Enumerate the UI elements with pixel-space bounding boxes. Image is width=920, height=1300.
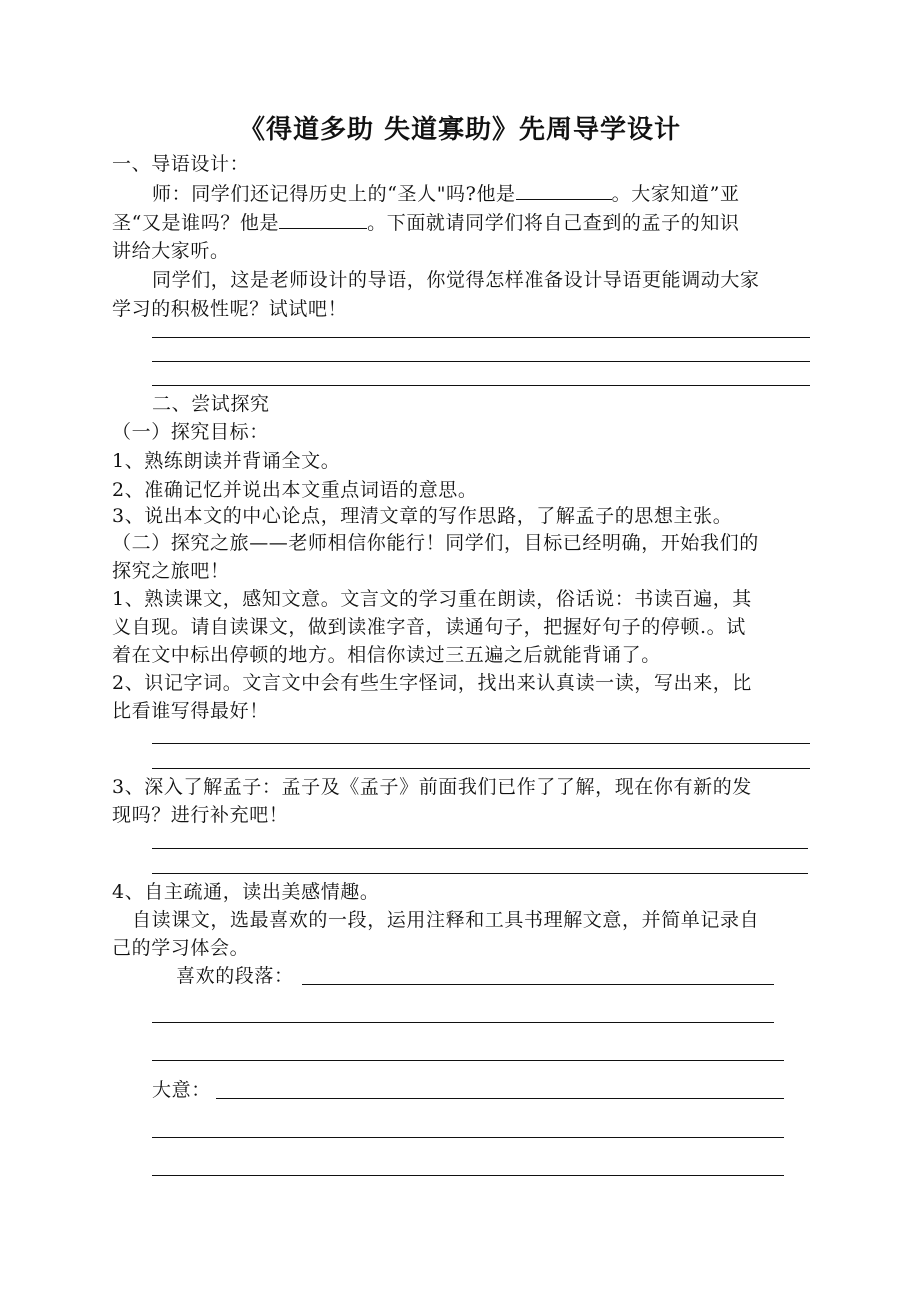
task-1-line-1: 1、熟读课文，感知文意。文言文的学习重在朗读，俗话说：书读百遍，其 <box>112 588 752 610</box>
goal-item-2: 2、准确记忆并说出本文重点词语的意思。 <box>112 479 478 501</box>
paragraph-1-line-2-text-b: 。下面就请同学们将自己查到的孟子的知识 <box>367 212 740 234</box>
paragraph-1-line-1-text-b: 。大家知道”亚 <box>611 183 740 205</box>
paragraph-1-line-1-text-a: 师：同学们还记得历史上的“圣人"吗?他是 <box>152 183 516 205</box>
meaning-line[interactable] <box>216 1098 784 1099</box>
paragraph-1-line-3: 讲给大家听。 <box>112 240 230 262</box>
answer-blank-sage[interactable] <box>516 179 612 200</box>
task-2-line-2: 比看谁写得最好！ <box>112 700 269 722</box>
paragraph-1-line-1 <box>152 179 740 208</box>
task-3-line-1: 3、深入了解孟子：孟子及《孟子》前面我们已作了了解，现在你有新的发 <box>112 776 752 798</box>
task-4-heading: 4、自主疏通，读出美感情趣。 <box>112 881 380 903</box>
favorite-paragraph-line[interactable] <box>302 984 774 985</box>
writing-line[interactable] <box>152 768 810 769</box>
writing-line[interactable] <box>152 1137 784 1138</box>
writing-line[interactable] <box>152 848 808 849</box>
task-3-line-2: 现吗？进行补充吧！ <box>112 804 289 826</box>
writing-line[interactable] <box>152 1175 784 1176</box>
task-4-line-2: 己的学习体会。 <box>112 937 250 959</box>
writing-line[interactable] <box>152 1060 784 1061</box>
subsection-2-line-2: 探究之旅吧！ <box>112 560 230 582</box>
section-1-heading: 一、导语设计： <box>112 153 250 175</box>
paragraph-2-line-1: 同学们，这是老师设计的导语，你觉得怎样准备设计导语更能调动大家 <box>152 269 760 291</box>
writing-line[interactable] <box>152 361 810 362</box>
favorite-paragraph-label: 喜欢的段落： <box>176 965 294 987</box>
section-2-heading: 二、尝试探究 <box>152 393 270 415</box>
page-title: 《得道多助 失道寡助》先周导学设计 <box>238 115 682 145</box>
writing-line[interactable] <box>152 873 808 874</box>
goal-item-3: 3、说出本文的中心论点，理清文章的写作思路，了解孟子的思想主张。 <box>112 505 733 527</box>
subsection-1-heading: （一）探究目标： <box>112 421 269 443</box>
meaning-label: 大意： <box>152 1079 211 1101</box>
task-1-line-3: 着在文中标出停顿的地方。相信你读过三五遍之后就能背诵了。 <box>112 644 661 666</box>
subsection-2-line-1: （二）探究之旅——老师相信你能行！同学们，目标已经明确，开始我们的 <box>112 532 759 554</box>
task-1-line-2: 义自现。请自读课文，做到读准字音，读通句子，把握好句子的停顿.。试 <box>112 616 746 638</box>
writing-line[interactable] <box>152 1022 774 1023</box>
writing-line[interactable] <box>152 743 810 744</box>
task-4-line-1: 自读课文，选最喜欢的一段，运用注释和工具书理解文意，并简单记录自 <box>132 909 760 931</box>
writing-line[interactable] <box>152 337 810 338</box>
paragraph-2-line-2: 学习的积极性呢？试试吧！ <box>112 298 348 320</box>
paragraph-1-line-2-text-a: 圣“又是谁吗？他是 <box>112 212 280 234</box>
writing-line[interactable] <box>152 385 810 386</box>
goal-item-1: 1、熟练朗读并背诵全文。 <box>112 450 341 472</box>
answer-blank-second-sage[interactable] <box>279 208 367 229</box>
paragraph-1-line-2 <box>112 208 740 237</box>
task-2-line-1: 2、识记字词。文言文中会有些生字怪词，找出来认真读一读，写出来，比 <box>112 672 752 694</box>
